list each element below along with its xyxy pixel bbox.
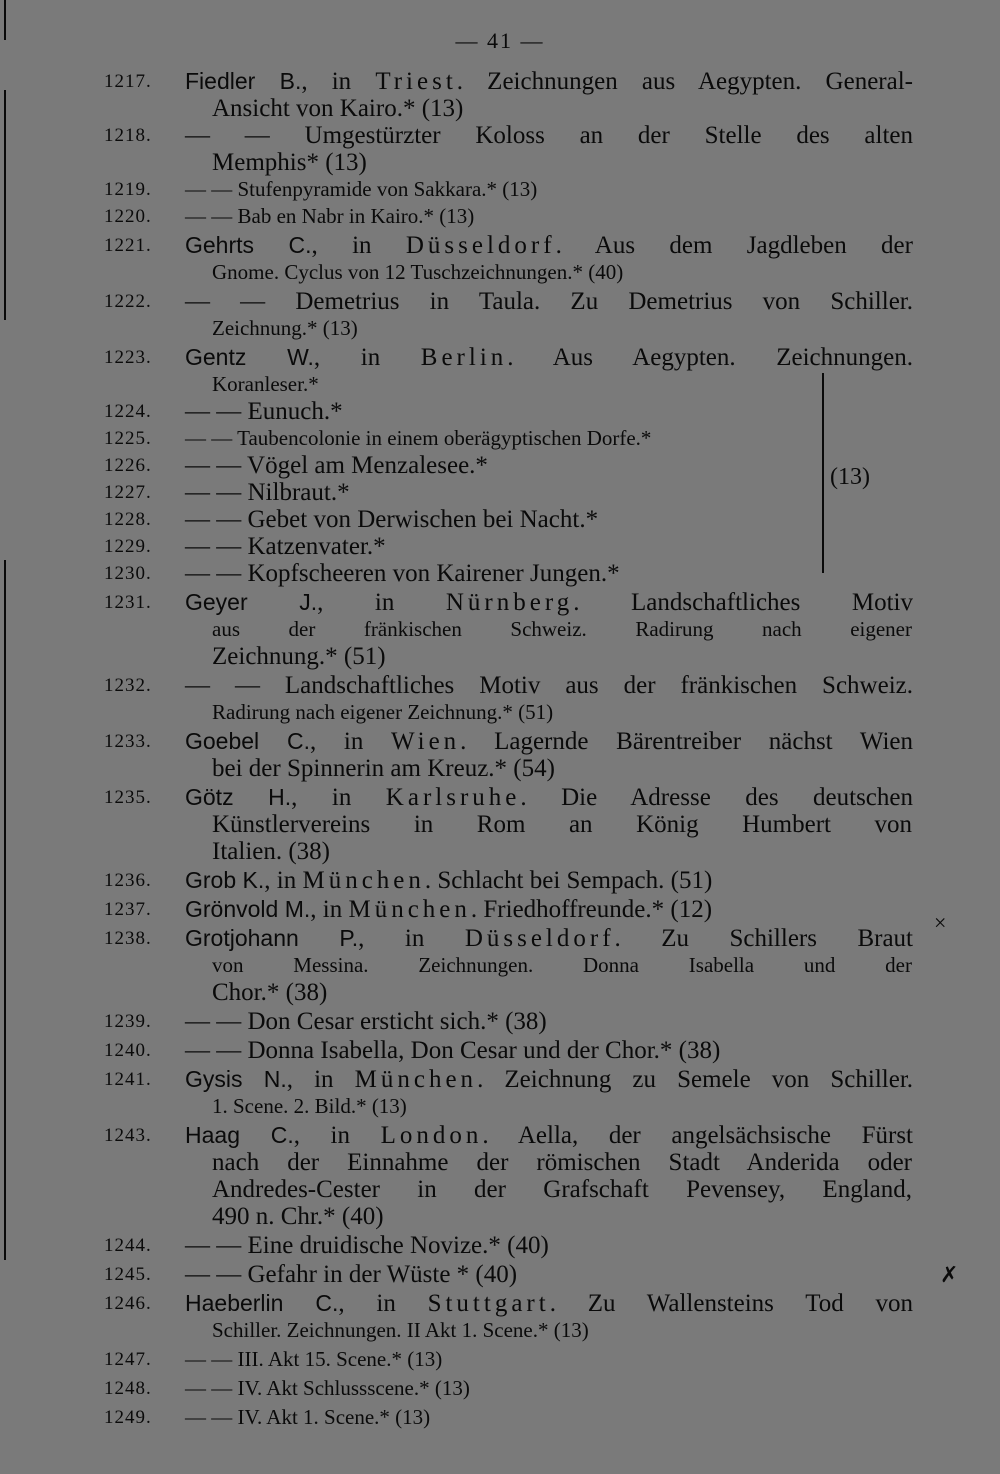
name-separator: , in: [309, 728, 392, 755]
entry-line: [0, 1066, 1000, 1093]
entry-title-text: [185, 728, 913, 755]
entry-title-text: — — Donna Isabella, Don Cesar und der Chor.* (38): [185, 1037, 721, 1064]
entry-number: 1232.: [104, 675, 152, 696]
entry-continuation-text: Schiller. Zeichnungen. II Akt 1. Scene.* (13): [212, 1318, 589, 1342]
entry-title-text: — — IV. Akt Schlussscene.* (13): [185, 1376, 470, 1400]
name-separator: , in: [338, 1290, 428, 1317]
entry-line: [0, 616, 1000, 643]
entry-number: 1246.: [104, 1293, 152, 1314]
catalog-entry: [0, 398, 1000, 425]
entry-line: [0, 811, 1000, 838]
entry-continuation-text: Zeichnung.* (51): [212, 643, 386, 670]
entry-continuation-text: Gnome. Cyclus von 12 Tuschzeichnungen.* (40): [212, 260, 624, 284]
catalog-entry: [0, 1402, 1000, 1431]
entry-number: 1245.: [104, 1264, 152, 1285]
catalog-entry: [0, 342, 1000, 398]
entry-line: [0, 95, 1000, 122]
entry-title-text: — — Don Cesar ersticht sich.* (38): [185, 1008, 547, 1035]
entry-continuation-text: nach der Einnahme der römischen Stadt Anderida oder: [212, 1149, 912, 1176]
entry-title-text: — — Landschaftliches Motiv aus der fränkischen Schweiz.: [185, 672, 913, 699]
entry-title-text: — — Nilbraut.*: [185, 479, 350, 506]
name-separator: , in: [291, 784, 386, 811]
artist-name: Gentz W.: [185, 344, 314, 370]
artist-city: München: [354, 1066, 478, 1093]
entry-number: 1240.: [104, 1040, 152, 1061]
catalog-entry: [0, 1035, 1000, 1064]
entry-title-text: — — Demetrius in Taula. Zu Demetrius von Schiller.: [185, 288, 913, 315]
margin-cross-mark: ×: [934, 910, 947, 935]
entry-continuation-text: aus der fränkischen Schweiz. Radirung nach eigener: [212, 617, 912, 641]
entry-number: 1243.: [104, 1125, 152, 1146]
entry-number: 1217.: [104, 71, 152, 92]
entry-line: [0, 398, 1000, 425]
catalog-entry: [0, 894, 1000, 923]
artist-name: Fiedler B.: [185, 68, 302, 94]
catalog-entry: [0, 726, 1000, 782]
artwork-title: . Friedhoffreunde.* (12): [470, 896, 713, 923]
page-number: — 41 —: [455, 28, 545, 53]
entry-line: [0, 1290, 1000, 1317]
entry-line: [0, 288, 1000, 315]
name-separator: , in: [310, 896, 349, 923]
entry-line: [0, 1261, 1000, 1288]
entry-number: 1229.: [104, 536, 152, 557]
entry-title-text: — — Vögel am Menzalesee.*: [185, 452, 488, 479]
entry-line: [0, 425, 1000, 452]
entry-title-text: — — III. Akt 15. Scene.* (13): [185, 1347, 443, 1371]
catalog-entry: [0, 1259, 1000, 1288]
catalog-entry: [0, 1006, 1000, 1035]
margin-check-mark: ✗: [940, 1262, 959, 1287]
entry-title-text: — — Umgestürzter Koloss an der Stelle des alten: [185, 122, 913, 149]
entry-line: [0, 232, 1000, 259]
artist-city: Wien: [391, 728, 461, 755]
catalog-entry: [0, 1288, 1000, 1344]
artist-name: Goebel C.: [185, 728, 310, 754]
name-separator: , in: [301, 68, 376, 95]
artist-city: Karlsruhe: [385, 784, 521, 811]
catalog-entry: [0, 782, 1000, 865]
catalog-entry: [0, 923, 1000, 1006]
entry-line: [0, 1176, 1000, 1203]
entry-line: [0, 867, 1000, 894]
artist-name: Grob K.: [185, 867, 265, 893]
entry-line: [0, 344, 1000, 371]
entry-line: [0, 952, 1000, 979]
entry-number: 1244.: [104, 1235, 152, 1256]
entry-line: [0, 979, 1000, 1006]
entry-number: 1219.: [104, 179, 152, 200]
entry-line: [0, 315, 1000, 342]
entry-title-text: [185, 1066, 913, 1093]
entry-number: 1222.: [104, 291, 152, 312]
entry-line: [0, 259, 1000, 286]
entry-line: [0, 1008, 1000, 1035]
entry-continuation-text: Memphis* (13): [212, 149, 367, 176]
entry-line: [0, 203, 1000, 230]
name-separator: , in: [311, 232, 406, 259]
artist-name: Grönvold M.: [185, 896, 311, 922]
artist-name: Haag C.: [185, 1122, 294, 1148]
entry-line: [0, 589, 1000, 616]
entry-line: [0, 149, 1000, 176]
catalog-entry: [0, 560, 1000, 587]
name-separator: , in: [358, 925, 465, 952]
artist-city: Nürnberg: [445, 589, 574, 616]
entry-continuation-text: 490 n. Chr.* (40): [212, 1203, 384, 1230]
entry-number: 1237.: [104, 899, 152, 920]
entry-line: [0, 838, 1000, 865]
entry-continuation-text: Italien. (38): [212, 838, 331, 865]
catalog-entry: [0, 506, 1000, 533]
entry-line: [0, 371, 1000, 398]
catalog-entry: [0, 1344, 1000, 1373]
artist-city: London: [380, 1122, 483, 1149]
entry-title-text: — — Gebet von Derwischen bei Nacht.*: [185, 506, 599, 533]
entry-continuation-text: Künstlervereins in Rom an König Humbert von: [212, 811, 912, 838]
entry-continuation-text: Chor.* (38): [212, 979, 328, 1006]
artist-city: Triest: [375, 68, 457, 95]
catalog-entry: [0, 230, 1000, 286]
catalog-entries: [0, 68, 1000, 1431]
artwork-title: . Lagernde Bärentreiber nächst Wien: [460, 728, 913, 755]
entry-title-text: — — Eine druidische Novize.* (40): [185, 1232, 549, 1259]
entry-title-text: — — Gefahr in der Wüste * (40): [185, 1261, 518, 1288]
entry-line: [0, 784, 1000, 811]
entry-title-text: [185, 784, 913, 811]
artwork-title: . Die Adresse des deutschen: [520, 784, 913, 811]
entry-line: [0, 122, 1000, 149]
entry-continuation-text: von Messina. Zeichnungen. Donna Isabella und der: [212, 953, 912, 977]
artist-city: München: [348, 896, 471, 923]
entry-title-text: [185, 232, 913, 259]
name-separator: , in: [264, 867, 303, 894]
catalog-entry: [0, 865, 1000, 894]
entry-line: [0, 643, 1000, 670]
entry-line: [0, 176, 1000, 203]
entry-line: [0, 672, 1000, 699]
entry-line: [0, 1375, 1000, 1402]
entry-continuation-text: bei der Spinnerin am Kreuz.* (54): [212, 755, 555, 782]
entry-number: 1233.: [104, 731, 152, 752]
name-separator: , in: [286, 1066, 355, 1093]
entry-title-text: [185, 68, 913, 95]
entry-number: 1226.: [104, 455, 152, 476]
entry-number: 1247.: [104, 1349, 152, 1370]
catalog-entry: [0, 1064, 1000, 1120]
entry-title-text: — — Taubencolonie in einem oberägyptischen Dorfe.*: [185, 426, 652, 450]
artist-name: Haeberlin C.: [185, 1290, 339, 1316]
entry-line: [0, 560, 1000, 587]
entry-number: 1239.: [104, 1011, 152, 1032]
entry-line: [0, 896, 1000, 923]
page-edge-mark: [4, 0, 6, 40]
entry-number: 1228.: [104, 509, 152, 530]
catalog-entry: [0, 1373, 1000, 1402]
artist-name: Gysis N.: [185, 1066, 287, 1092]
entry-title-text: — — Kopfscheeren von Kairener Jungen.*: [185, 560, 620, 587]
catalog-entry: [0, 203, 1000, 230]
artist-name: Grotjohann P.: [185, 925, 359, 951]
entry-number: 1221.: [104, 235, 152, 256]
entry-line: [0, 728, 1000, 755]
entry-number: 1227.: [104, 482, 152, 503]
artist-city: München: [302, 867, 425, 894]
catalog-entry: [0, 286, 1000, 342]
entry-line: [0, 1149, 1000, 1176]
entry-number: 1220.: [104, 206, 152, 227]
entry-continuation-text: Andredes-Cester in der Grafschaft Pevensey, England,: [212, 1176, 912, 1203]
artist-city: Düsseldorf: [464, 925, 615, 952]
entry-number: 1249.: [104, 1407, 152, 1428]
entry-number: 1236.: [104, 870, 152, 891]
name-separator: , in: [293, 1122, 381, 1149]
artwork-title: . Aella, der angelsächsische Fürst: [482, 1122, 913, 1149]
name-separator: , in: [317, 589, 446, 616]
catalog-entry: [0, 1120, 1000, 1230]
artwork-title: . Schlacht bei Sempach. (51): [424, 867, 713, 894]
artist-name: Geyer J.: [185, 589, 318, 615]
entry-line: [0, 1037, 1000, 1064]
catalog-entry: [0, 122, 1000, 176]
entry-title-text: [185, 896, 712, 923]
entry-number: 1241.: [104, 1069, 152, 1090]
entry-line: [0, 1093, 1000, 1120]
entry-continuation-text: Koranleser.*: [212, 372, 319, 396]
entry-number: 1230.: [104, 563, 152, 584]
entry-title-text: — — Katzenvater.*: [185, 533, 386, 560]
group-brace: [812, 373, 824, 573]
entry-line: [0, 925, 1000, 952]
catalog-entry: [0, 68, 1000, 122]
entry-line: [0, 533, 1000, 560]
catalog-entry: [0, 1230, 1000, 1259]
artwork-title: . Landschaftliches Motiv: [573, 589, 913, 616]
catalog-entry: [0, 176, 1000, 203]
artwork-title: . Zeichnung zu Semele von Schiller.: [477, 1066, 914, 1093]
page-edge-mark: [4, 560, 6, 1260]
entry-title-text: [185, 867, 712, 894]
entry-line: [0, 506, 1000, 533]
artwork-title: . Zu Schillers Braut: [614, 925, 913, 952]
entry-line: [0, 1404, 1000, 1431]
entry-number: 1238.: [104, 928, 152, 949]
entry-continuation-text: 1. Scene. 2. Bild.* (13): [212, 1094, 407, 1118]
entry-number: 1231.: [104, 592, 152, 613]
entry-line: [0, 1317, 1000, 1344]
artist-city: Düsseldorf: [405, 232, 556, 259]
entry-title-text: [185, 1122, 913, 1149]
artwork-title: . Zu Wallensteins Tod von: [549, 1290, 913, 1317]
entry-line: [0, 1232, 1000, 1259]
entry-continuation-text: Radirung nach eigener Zeichnung.* (51): [212, 700, 554, 724]
group-brace-label: (13): [830, 464, 870, 490]
entry-number: 1224.: [104, 401, 152, 422]
entry-number: 1223.: [104, 347, 152, 368]
artwork-title: . Aus Aegypten. Zeichnungen.: [507, 344, 913, 371]
page-edge-mark: [4, 90, 6, 320]
entry-line: [0, 755, 1000, 782]
catalog-entry: [0, 670, 1000, 726]
artist-name: Gehrts C.: [185, 232, 312, 258]
artwork-title: . Aus dem Jagdleben der: [555, 232, 913, 259]
entry-line: [0, 68, 1000, 95]
catalog-entry: [0, 587, 1000, 670]
entry-title-text: [185, 344, 913, 371]
entry-line: [0, 1122, 1000, 1149]
entry-title-text: — — Bab en Nabr in Kairo.* (13): [185, 204, 475, 228]
entry-line: [0, 1203, 1000, 1230]
entry-title-text: — — Stufenpyramide von Sakkara.* (13): [185, 177, 538, 201]
artist-city: Stuttgart: [427, 1290, 550, 1317]
artist-city: Berlin: [420, 344, 508, 371]
entry-title-text: [185, 925, 913, 952]
artist-name: Götz H.: [185, 784, 292, 810]
entry-line: [0, 699, 1000, 726]
name-separator: , in: [313, 344, 421, 371]
entry-number: 1248.: [104, 1378, 152, 1399]
catalog-entry: [0, 425, 1000, 452]
entry-number: 1218.: [104, 125, 152, 146]
catalog-entry: [0, 533, 1000, 560]
entry-title-text: — — Eunuch.*: [185, 398, 343, 425]
entry-number: 1225.: [104, 428, 152, 449]
entry-title-text: — — IV. Akt 1. Scene.* (13): [185, 1405, 431, 1429]
entry-line: [0, 1346, 1000, 1373]
entry-number: 1235.: [104, 787, 152, 808]
entry-continuation-text: Ansicht von Kairo.* (13): [212, 95, 464, 122]
entry-continuation-text: Zeichnung.* (13): [212, 316, 358, 340]
artwork-title: . Zeichnungen aus Aegypten. General-: [456, 68, 913, 95]
entry-title-text: [185, 589, 913, 616]
entry-title-text: [185, 1290, 913, 1317]
